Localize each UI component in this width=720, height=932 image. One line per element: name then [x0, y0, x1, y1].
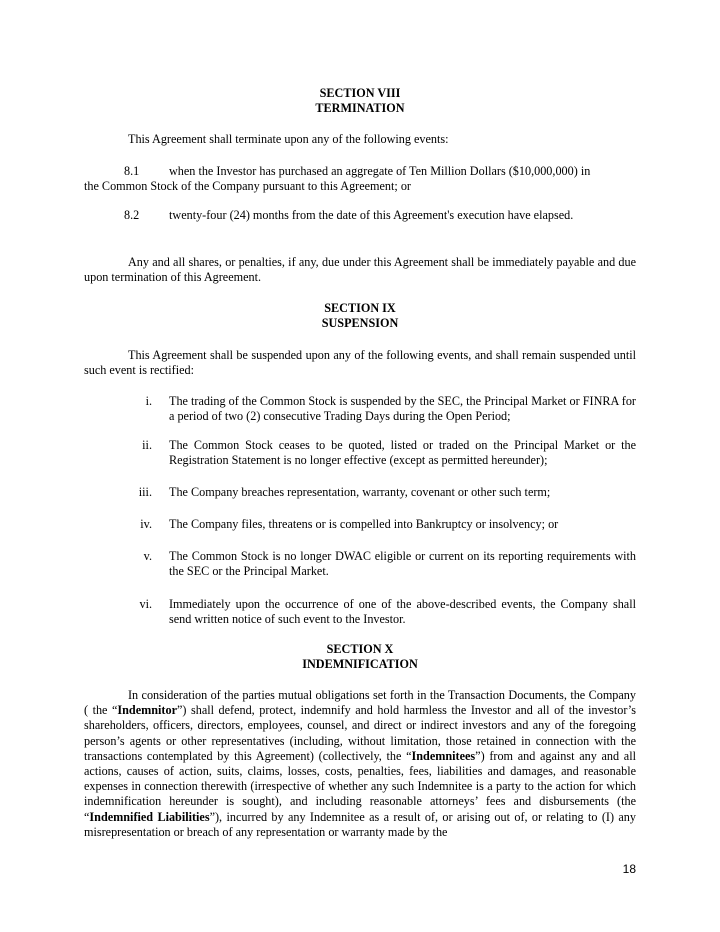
item-number: vi. [139, 597, 152, 611]
item-number: iv. [140, 517, 152, 531]
paragraph-text: ”) from and against any and all actions, causes of action, suits, claims, losses, costs, penalties, fees, liabilities and damages, and reasonable expenses in connection therewith (irrespective of whether any such Indemnitee is a party to the action for which indemnification hereunder is sought), and including reasonable attorneys’ fees and disbursements (the “ [84, 748, 636, 824]
paragraph-text: In consideration of the parties mutual obligations set forth in the Transaction Documents, the Company ( the “ [84, 688, 636, 718]
item-text: The Company files, threatens or is compelled into Bankruptcy or insolvency; or [169, 517, 559, 531]
item-text: The trading of the Common Stock is suspended by the SEC, the Principal Market or FINRA for a period of two (2) consecutive Trading Days during the Open Period; [169, 394, 636, 424]
section-10-number: SECTION X [326, 642, 394, 656]
item-text: The Common Stock ceases to be quoted, listed or traded on the Principal Market or the Registration Statement is no longer effective (except as permitted hereunder); [169, 438, 636, 468]
section-10-title: INDEMNIFICATION [302, 657, 418, 672]
section-8-number: SECTION VIII [319, 86, 401, 100]
defined-term-indemnified-liabilities: Indemnified Liabilities [89, 809, 210, 824]
section-8-closing-paragraph: Any and all shares, or penalties, if any, due under this Agreement shall be immediately payable and due upon termination of this Agreement. [84, 255, 636, 285]
item-number: ii. [142, 438, 152, 452]
section-9-title: SUSPENSION [321, 316, 399, 331]
section-8-heading [84, 86, 636, 116]
item-number: v. [143, 549, 152, 563]
item-text: The Common Stock is no longer DWAC eligible or current on its reporting requirements with the SEC or the Principal Market. [169, 549, 636, 579]
section-9-intro: This Agreement shall be suspended upon any of the following events, and shall remain suspended until such event is rectified: [84, 348, 636, 378]
item-text: The Company breaches representation, warranty, covenant or other such term; [169, 485, 551, 499]
item-number: i. [145, 394, 152, 408]
defined-term-indemnitor: Indemnitor [117, 703, 177, 718]
item-text: when the Investor has purchased an aggregate of Ten Million Dollars ($10,000,000) in [169, 164, 591, 178]
termination-item-8-1-continued: the Common Stock of the Company pursuant to this Agreement; or [84, 179, 411, 193]
paragraph-text: ”) shall defend, protect, indemnify and hold harmless the Investor and all of the investor’s shareholders, officers, directors, employees, counsel, and direct or indirect investors and any of the foregoing person’s agents or other representatives (including, without limitation, those retained in connection with the transactions contemplated by this Agreement) (collectively, the “ [84, 703, 637, 763]
section-10-heading [84, 642, 636, 672]
section-9-heading [84, 301, 636, 331]
page-number: 18 [622, 862, 636, 876]
paragraph-text: ”), incurred by any Indemnitee as a result of, or arising out of, or relating to (I) any misrepresentation or breach of any representation or warranty made by the [84, 809, 636, 839]
item-text: twenty-four (24) months from the date of this Agreement's execution have elapsed. [169, 208, 574, 222]
section-9-number: SECTION IX [324, 301, 396, 315]
defined-term-indemnitees: Indemnitees [411, 748, 476, 763]
section-8-title: TERMINATION [315, 101, 405, 116]
item-text: Immediately upon the occurrence of one of the above-described events, the Company shall send written notice of such event to the Investor. [169, 597, 636, 627]
item-number: 8.1 [124, 164, 140, 178]
document-page [84, 0, 636, 932]
indemnification-paragraph [84, 688, 636, 840]
section-8-intro: This Agreement shall terminate upon any of the following events: [128, 132, 449, 146]
item-number: iii. [138, 485, 152, 499]
item-number: 8.2 [124, 208, 140, 222]
